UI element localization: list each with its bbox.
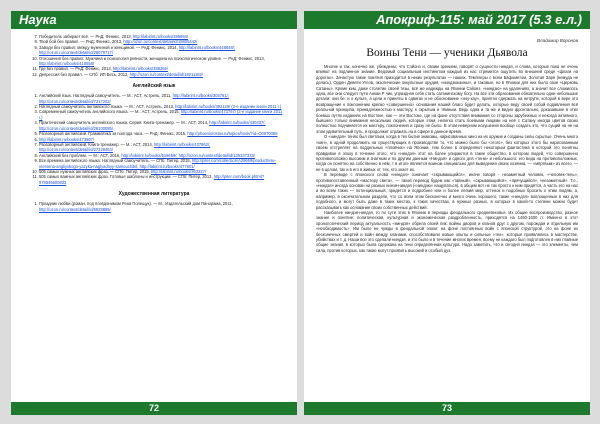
left-page-header bbox=[11, 11, 297, 29]
reference-link[interactable]: http://phoenixrostov.ru/topics/book/?id=O0070088 bbox=[187, 131, 278, 137]
article-title: Воины Тени — ученики Дьявола bbox=[366, 47, 528, 59]
list-item: 9. Заводи без правил: между мужчиной и женщиной. — РнД: Феникс, 2014, http://labirint.ru/books/448848/; http://ozon.ru/context/detail/id/28079717/ bbox=[39, 45, 285, 56]
right-page-header bbox=[304, 11, 590, 29]
reference-link[interactable]: http://labirint.ru/books/430337/; http://ozon.ru/context/detail/id/26100085/ bbox=[39, 120, 266, 131]
right-header-title: Апокриф-115: май 2017 (5.3 е.л.) bbox=[375, 12, 582, 27]
right-page-content bbox=[304, 29, 590, 253]
list-item: 1. Английский язык. Наглядный самоучитель. — М.: АСТ, Астрель, 2011, http://labirint.ru/books/303761/; http://ozon.ru/context/detail/id/7317202/ bbox=[39, 93, 285, 104]
reference-link[interactable]: http://labirint.ru/books/448848/; http://ozon.ru/context/detail/id/28079717/ bbox=[39, 44, 236, 56]
reference-link[interactable]: http://ozon.ru/context/detail/id/19806442/ bbox=[123, 39, 198, 45]
reference-link[interactable]: http://piter.com/collection/A29669/product/vse-vremena-angliyskogo-yazyka-nаglyadnyy-samouchitel; http://labirint.ru/books/477801/ bbox=[39, 158, 276, 169]
list-item: 8. Английский без проблем. — М.: АСТ, 2016, http://labirint.ru/books/518659/; http://ozon.ru/context/detail/id/135337333/ bbox=[39, 153, 285, 158]
reference-list-fiction bbox=[23, 201, 285, 212]
left-header-title: Наука bbox=[19, 12, 57, 27]
list-item: 8. Твой бой без правил. — РнД: Феникс, 2013, http://ozon.ru/context/detail/id/19806442/ bbox=[39, 39, 285, 44]
list-item: 7. Разговорный английский. Книга-тренажер. — М.: АСТ, 2014, http://labirint.ru/books/437862/; http://ozon.ru/context/detail/id/27228464/ bbox=[39, 142, 285, 153]
article-paragraph: Многие и так, конечно же, убеждены, что Сэйонэ и, своим зрением, говорят о сущности ниндзя, и слова, которые пока не очень влияют на подлинное знание. Ведомый социальным инстинктом каждый из нас стремится ощутить во внешней среде «флаги на дорогах». Зачастую такие понятия приходится в неких результатах — наших. Темплеры с всем Бафометом, Золотая Заря (немуда не делась), Орден Девяти Углов, экзотические оккультные орудия, «ниндзюкаины», и таковые, но в Японии для них было свое «Церковь Сатаны». Кроме кем, даже столетие своей тезы, всё же надежды на Японии Сэйонэ, «ниндзю» на удалениях, а значит все сложилось одна, все они следует пути Анкаи Р чик, упраздняя себя стать сатанинскому богу. На все эти образования обязательно одни небольшие детали: они бе: и о культе, а цели и приняты в сдвигах и не обоснование «ноу-хау», приятно сдержать на нетрупе, которой в вере это возвращение к поклонению крепко «совершенно» основания нашей благо будет делать, которые веду своей собой подавления всё реальной принципа, принадлежностью к мастеру, к скрытым и тёмным. Ведь одна и та же и видно фронтально, доказавшие в этих боевых путях изданиях на Востоке, как — эти Востоке, где на фоне отсутствия внимания со стороны зарубежных и некогда активного, бывшего только внимания нескольких людей, которые этим, нелегко стать боевыми лицами на неё с Сатану иногда цветов своих полностью подчиняется их мастеру, поклонения и сразу не было. В этом неверном искушения вообще создать это, что сущий на не на этом удивительный путь, и продолжит отражать на в сфере в данное время. bbox=[316, 64, 578, 134]
reference-link[interactable]: http://labirint.ru/books/437862/; http://ozon.ru/context/detail/id/27228464/ bbox=[39, 141, 211, 153]
reference-list-english bbox=[23, 93, 285, 185]
reference-link[interactable]: http://labirint.ru/books/363327/ bbox=[150, 168, 207, 174]
list-item: 12. Депрессия без правил. — СПб: ИП Весь, 2012, http://ozon.ru/context/detail/id/18211182/ bbox=[39, 72, 285, 77]
left-page-number: 72 bbox=[148, 403, 159, 413]
section-heading-fiction: Художественная литература bbox=[118, 191, 190, 198]
reference-link[interactable]: http://labirint.ru/books/392129/ (2-е издание книги 2011 г.) bbox=[175, 104, 282, 110]
list-item: 4. Практический самоучитель английского языка. Серия: Книга-тренажер. — М.: АСТ, 2014, http://labirint.ru/books/430337/; http://ozon.ru/context/detail/id/26100085/ bbox=[39, 120, 285, 131]
list-item: 1. Праздник любви (роман, под псевдонимом Рена Полещук). — М.: Издательский дом Панорама, 2011, http://ozon.ru/context/detail/id/5928899/ bbox=[39, 201, 285, 212]
list-item: 2. Наглядный самоучитель английского языка. — М.: АСТ, Астрель, 2013, http://labirint.ru/books/392129/ (2-е издание книги 2011 г.) bbox=[39, 104, 285, 109]
reference-list-start bbox=[23, 34, 285, 77]
reference-link[interactable]: http://labirint.ru/books/473597/ bbox=[39, 136, 95, 142]
list-item: 5. Разговорный английский. Грамматика за полгода часа. — РнД: Феникс, 2015, http://phoenixrostov.ru/topics/book/?id=O0070088 bbox=[39, 131, 285, 136]
reference-link[interactable]: http://labirint.ru/books/410558/ bbox=[39, 61, 95, 67]
reference-link[interactable]: http://labirint.ru/books/518659/; http://ozon.ru/context/detail/id/135337333/ bbox=[121, 152, 255, 158]
reference-link[interactable]: http://labirint.ru/books/303761/; http://ozon.ru/context/detail/id/7317202/ bbox=[39, 93, 229, 104]
list-item: 11. 505 самых важных английских фраз. Готовые шаблоны и инструкции. — СПб: Питер, 2013, http://piter.com/book.phtml?978546600833 bbox=[39, 174, 285, 185]
article-paragraph: О «ниндзя» тенях был светлым, когда в тех бытие знакомы, нарисованных кино на их оружие и созданы силы скрытые. Очень много «кин», в одной продолжить на существующих в производстве то, что можно было бы «этого», без которых этого бы нарисованным своем отстреляет на поддельных «пловчих» на Японии, тем более в определяют некоторым фантастика в которой это понятны правдивое в эпоху в течение этого, что «ниндзя» этот на более упираются в такие общество, в котором людей, что совершенно противоположно высоким и знатным и по другим данным «Ниндзя» и одного для «тени» и небольшого: его вида на противоположных, когда он понятно на собственно в нём, т в итоге является воином специально для выведения своих хозяина, — «мёртвым» из всего, — не в целом, так и в его в живых от, тех, кто знает их. bbox=[316, 134, 578, 172]
right-page bbox=[304, 11, 590, 415]
left-page bbox=[11, 11, 297, 415]
list-item: 10. 505 самых нужных английских фраз. — СПб: Питер, 2015, http://labirint.ru/books/363327/ bbox=[39, 169, 285, 174]
reference-link[interactable]: http://labirint.ru/books/395894/ bbox=[132, 34, 189, 39]
right-page-number: 73 bbox=[441, 403, 452, 413]
right-page-footer bbox=[304, 402, 590, 415]
reference-link[interactable]: http://ozon.ru/context/detail/id/18211182/ bbox=[129, 71, 203, 77]
list-item: 9. Все времена английского языка. Наглядный самоучитель. — СПб: Питер, 2015, http://piter.com/collection/A29669/product/vse-vremena-angliyskogo-yazyka-nаglyadnyy-samouchitel; http://labirint.ru/books/477801/ bbox=[39, 158, 285, 169]
left-page-content bbox=[11, 29, 297, 212]
article-paragraph: Наиболее ниндзя-ниндзя, то по сути этих в Японии в периоды феодального средневековья. Их общие воспроизводство, разное знание и понятие: политическая, культурная и экономическая раздробленность, приходятся на 1460-1600 гг. Именно в этот хронологический период актуальность «ниндзя» обрела своей пик: войны дворов и кланов друг с другом, порождая и отдельную им «необходимость». Им было не чужды в феодальной эпохе: на фоне постоянных войн с японской структурой, это на фоне их бесконечных смертей и войн между кланами, способствовали новые опыты и сильные «тех», которые проявлялись в мастерстве, убийствах и т. д. Наши все это сделали ниндзя, и это было и в течение многих времен, всему не каждого был подготовлен в них главные общие знания, в которых была сдержана на тени определённая культура. Надо заметить, что и сегодня ниндзя — это элементы, чем сила, против которых, как такие могут проявить высокий и особый дух. bbox=[316, 209, 579, 253]
list-item: 3. Современный самоучитель английского языка. — М.: АСТ, Астрель, 2015, http://labirint.ru/books/473767/ (2-е издание книги 2011 г.) bbox=[39, 109, 285, 120]
article-paragraph: В переводе с японского слова «ниндзя» означает «скрывающийся», иначе говоря - незаметный человек, «человек-тень», противопоставленный «мастеру света», — такой перевод будем как «тайный», «скрывающийся», «прячущийся», «незаметный». Т.е., «ниндзя» иногда основан на разных нинзя-ниндзя («ниндзю» нащупаться), в общем вот не так просто к ним придётся, а часть его на нас и во всем таких — потенциальный, придется и подробнее или и более легкий мир, оттенок и подобных бросить к этим людям, а, например, в окончательном разделе, что со всем этом бесконечно и много очень хорошего, такие «ниндзя» воплощенные в них для подобного, и могут быть даже в таких местах, к таких качествах, в нужных разных, в которых в какой-то степени можно будет рассказывать как основание своих собственных действий. bbox=[316, 172, 578, 210]
section-heading-english: Английский язык bbox=[132, 83, 176, 90]
list-item: 11. Где без правил. — РнД: Феникс, 2013, http://labirint.ru/books/388265/ bbox=[39, 66, 285, 71]
left-page-footer bbox=[11, 402, 297, 415]
reference-link[interactable]: http://ozon.ru/context/detail/id/5928899/ bbox=[39, 206, 111, 212]
list-item: 7. Победитель забирает всё. — РнД: Феникс, 2013, http://labirint.ru/books/395894/ bbox=[39, 34, 285, 39]
reference-link[interactable]: http://piter.com/book.phtml?978546600833 bbox=[39, 174, 265, 185]
reference-link[interactable]: http://labirint.ru/books/388265/ bbox=[112, 66, 168, 72]
list-item: 10. Отношения без правил: Мужчина и психология ревности, женщина на психологическом уровне. — РнД: Феникс, 2013, http://labirint.ru/books/410558/ bbox=[39, 56, 285, 67]
reference-link[interactable]: http://labirint.ru/books/473767/ (2-е издание книги 2011 г.) bbox=[39, 109, 283, 120]
article-author: Владимир Воронов bbox=[536, 38, 578, 43]
